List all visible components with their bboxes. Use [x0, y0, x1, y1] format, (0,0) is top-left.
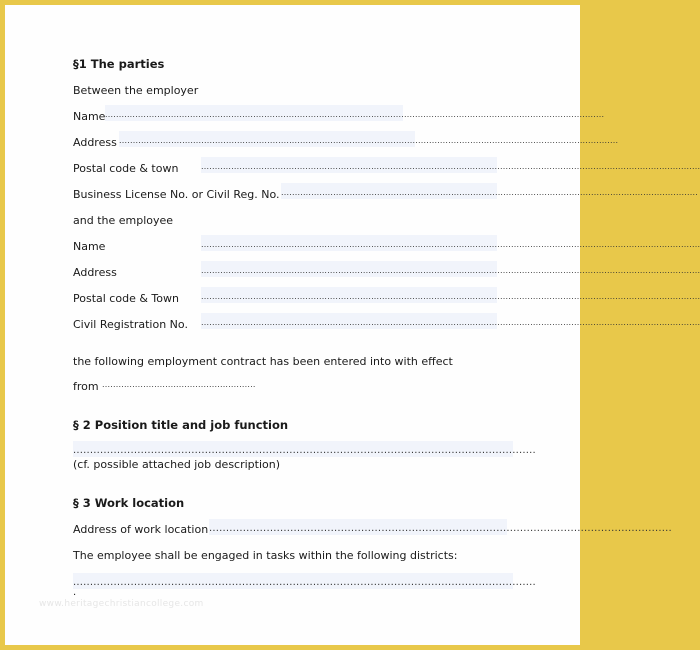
- effect-text: the following employment contract has been entered into with effect: [73, 355, 453, 368]
- section-2-heading: § 2 Position title and job function: [73, 418, 289, 432]
- from-date-field[interactable]: ........................................................: [102, 380, 256, 389]
- employee-name-label: Name: [73, 240, 106, 253]
- from-label: from: [73, 380, 99, 393]
- watermark-text: www.heritagechristiancollege.com: [39, 599, 204, 609]
- employer-postal-field[interactable]: ......................................................................................................................................................................................: [201, 157, 497, 173]
- employer-license-field[interactable]: ........................................................................................................................................................: [281, 183, 497, 199]
- employee-civil-label: Civil Registration No.: [73, 318, 188, 331]
- job-description-note: (cf. possible attached job description): [73, 458, 281, 471]
- work-location-label: Address of work location: [73, 523, 209, 536]
- position-title-field[interactable]: .........................................................................................................................................: [73, 441, 513, 457]
- work-location-field[interactable]: .........................................................................................................................................: [209, 519, 507, 535]
- districts-field-tail: .: [73, 587, 77, 598]
- employer-address-label: Address: [73, 136, 117, 149]
- employer-name-field[interactable]: ......................................................................................................................................................................................: [105, 105, 403, 121]
- employer-postal-label: Postal code & town: [73, 162, 179, 175]
- districts-text: The employee shall be engaged in tasks within the following districts:: [73, 549, 458, 562]
- districts-field[interactable]: .........................................................................................................................................: [73, 573, 513, 589]
- employee-intro: and the employee: [73, 214, 174, 227]
- employer-address-field[interactable]: ......................................................................................................................................................................................: [119, 131, 415, 147]
- employer-intro: Between the employer: [73, 84, 199, 97]
- employee-name-field[interactable]: ......................................................................................................................................................................................: [201, 235, 497, 251]
- section-3-heading: § 3 Work location: [73, 496, 185, 510]
- employee-postal-label: Postal code & Town: [73, 292, 179, 305]
- employer-license-label: Business License No. or Civil Reg. No.: [73, 188, 280, 201]
- employee-address-field[interactable]: ......................................................................................................................................................................................: [201, 261, 497, 277]
- document-page: [5, 5, 700, 645]
- employee-postal-field[interactable]: ......................................................................................................................................................................................: [201, 287, 497, 303]
- employer-name-label: Name: [73, 110, 106, 123]
- employee-civil-field[interactable]: ......................................................................................................................................................................................: [201, 313, 497, 329]
- section-1-heading: §1 The parties: [73, 57, 165, 71]
- employee-address-label: Address: [73, 266, 117, 279]
